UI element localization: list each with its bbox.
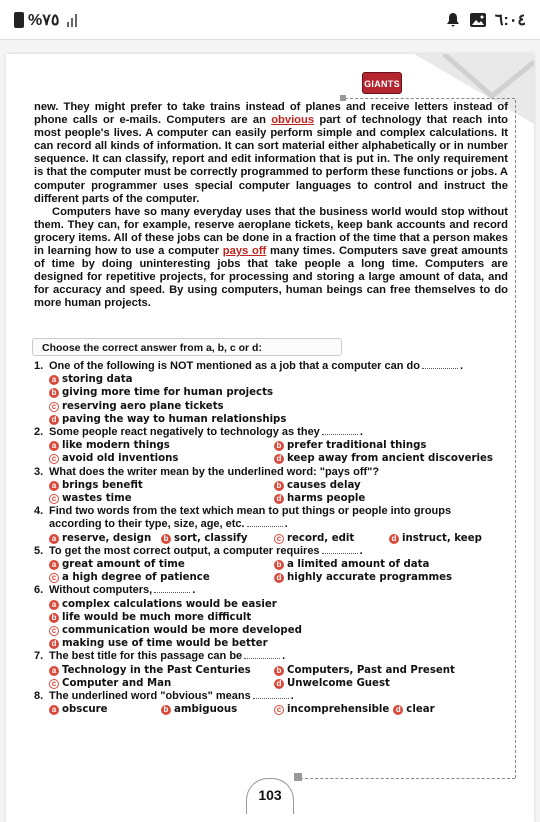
option-d[interactable]: d clear xyxy=(393,703,434,716)
questions-list xyxy=(34,360,508,716)
answer-blank xyxy=(322,553,358,554)
clock: ٦:٠٤ xyxy=(494,12,526,29)
signal-icon xyxy=(67,13,77,27)
option-letter-b-icon: b xyxy=(49,613,59,623)
option-letter-b-icon: b xyxy=(274,560,284,570)
option-a[interactable]: a like modern things xyxy=(49,439,274,452)
option-letter-d-icon: d xyxy=(274,573,284,583)
option-letter-c-icon: c xyxy=(49,626,59,636)
option-a[interactable]: a brings benefit xyxy=(49,479,274,492)
option-d[interactable]: d harms people xyxy=(274,492,365,505)
question-text: Some people react negatively to technology as they xyxy=(49,426,320,439)
option-a[interactable]: a obscure xyxy=(49,703,161,716)
reading-passage xyxy=(34,101,508,311)
question-5: 5. To get the most correct output, a computer requires . a great amount of time b a limited amount of data c a high degree of patience d highly accurate programmes xyxy=(34,544,453,584)
passage-paragraph-1: new. They might prefer to take trains instead of planes and receive letters instead of phone calls or e-mails. Computers are an obvious part of technology that reach into most people's lives. A computer can easily perform simple and complex calculations. It can record all kinds of information. It can sort material either alphabetically or in number sequence. It can classify, report and edit information that is put in. The only requirement is that the computer must be correctly programmed to perform these functions or jobs. A computer programmer uses special computer languages to control and instruct the different parts of the computer. xyxy=(34,101,509,205)
option-d[interactable]: d highly accurate programmes xyxy=(274,571,452,584)
question-6: 6. Without computers, . a complex calculations would be easier b life would be much more difficult c communication would be more developed d making use of time would be better xyxy=(34,584,508,650)
question-text-continued: according to their type, size, age, etc. xyxy=(49,518,245,531)
option-c[interactable]: c wastes time xyxy=(49,492,274,505)
question-text: Find two words from the text which mean to put things or people into groups xyxy=(49,505,452,518)
option-letter-b-icon: b xyxy=(161,705,171,715)
option-letter-a-icon: a xyxy=(49,560,59,570)
option-letter-c-icon: c xyxy=(49,454,59,464)
option-letter-c-icon: c xyxy=(49,494,59,504)
page-number: 103 xyxy=(246,778,294,814)
question-3: 3. What does the writer mean by the underlined word: "pays off"? a brings benefit b causes delay c wastes time d harms people xyxy=(34,465,380,505)
option-c[interactable]: c communication would be more developed xyxy=(49,624,508,637)
dashed-border-bottom xyxy=(300,778,515,779)
question-text: Without computers, xyxy=(49,584,153,597)
dashed-border-top xyxy=(345,98,515,99)
option-c[interactable]: c avoid old inventions xyxy=(49,452,274,465)
giants-logo: GIANTS xyxy=(362,72,402,94)
question-text: The best title for this passage can be xyxy=(49,650,243,663)
battery-percent: %٧٥ xyxy=(28,12,60,29)
answer-blank xyxy=(154,592,190,593)
answer-blank xyxy=(244,658,280,659)
option-a[interactable]: a complex calculations would be easier xyxy=(49,598,508,611)
option-a[interactable]: a great amount of time xyxy=(49,558,274,571)
option-letter-c-icon: c xyxy=(49,573,59,583)
option-letter-d-icon: d xyxy=(49,415,59,425)
option-letter-b-icon: b xyxy=(49,388,59,398)
passage-paragraph-2: Computers have so many everyday uses that the business world would stop without them. They can, for example, reserve aeroplane tickets, keep bank accounts and record grocery items. All of these jobs can be done in a fraction of the time that a person makes in learning how to use a computer pays off many times. Computers save great amounts of time by doing uninteresting jobs that take people a long time. Computers are designed for repetitive projects, for processing and storing a large amount of data, and for accuracy and speed. By using computers, human beings can free themselves to do more human projects. xyxy=(34,205,508,310)
option-d[interactable]: d instruct, keep xyxy=(389,532,482,545)
option-letter-c-icon: c xyxy=(274,534,284,544)
option-d[interactable]: d making use of time would be better xyxy=(49,637,508,650)
option-letter-c-icon: c xyxy=(49,402,59,412)
option-letter-d-icon: d xyxy=(393,705,403,715)
option-letter-a-icon: a xyxy=(49,481,59,491)
dashed-border-right xyxy=(515,100,516,778)
option-b[interactable]: b a limited amount of data xyxy=(274,558,429,571)
instruction-box: Choose the correct answer from a, b, c or d: xyxy=(32,338,342,356)
option-letter-b-icon: b xyxy=(274,441,284,451)
status-left xyxy=(14,10,77,30)
question-text: What does the writer mean by the underlined word: "pays off"? xyxy=(49,465,380,478)
status-right xyxy=(445,10,526,30)
option-letter-d-icon: d xyxy=(274,679,284,689)
option-letter-d-icon: d xyxy=(274,494,284,504)
underlined-word-obvious: obvious xyxy=(271,114,315,127)
option-d[interactable]: d Unwelcome Guest xyxy=(274,677,390,690)
option-b[interactable]: b giving more time for human projects xyxy=(49,386,508,399)
question-text: The underlined word "obvious" means xyxy=(49,690,251,703)
question-7: 7. The best title for this passage can be . a Technology in the Past Centuries b Computers, Past and Present c Computer and Man d Unwelcome Guest xyxy=(34,650,455,689)
notification-bell-icon xyxy=(445,12,461,28)
option-d[interactable]: d keep away from ancient discoveries xyxy=(274,452,493,465)
question-4: 4. Find two words from the text which mean to put things or people into groups according to their type, size, age, etc. . a reserve, design b sort, classify c record, edit d instruct, keep xyxy=(34,505,482,544)
option-b[interactable]: b causes delay xyxy=(274,479,361,492)
answer-blank xyxy=(322,434,358,435)
option-letter-a-icon: a xyxy=(49,441,59,451)
option-letter-c-icon: c xyxy=(49,679,59,689)
option-c[interactable]: c a high degree of patience xyxy=(49,571,274,584)
option-letter-a-icon: a xyxy=(49,705,59,715)
option-b[interactable]: b sort, classify xyxy=(161,532,274,545)
option-b[interactable]: b prefer traditional things xyxy=(274,439,426,452)
option-a[interactable]: a reserve, design xyxy=(49,532,161,545)
question-1: 1. One of the following is NOT mentioned as a job that a computer can do . a storing data b giving more time for human projects c reserving aero plane tickets d paving the way to human relationships xyxy=(34,360,508,426)
option-letter-a-icon: a xyxy=(49,534,59,544)
option-letter-b-icon: b xyxy=(274,481,284,491)
answer-blank xyxy=(422,368,458,369)
option-letter-a-icon: a xyxy=(49,375,59,385)
answer-blank xyxy=(253,698,289,699)
option-letter-d-icon: d xyxy=(49,639,59,649)
question-8: 8. The underlined word "obvious" means . a obscure b ambiguous c incomprehensible d clear xyxy=(34,690,435,716)
option-letter-a-icon: a xyxy=(49,600,59,610)
option-letter-a-icon: a xyxy=(49,666,59,676)
underlined-word-pays-off: pays off xyxy=(222,245,267,258)
border-corner-mark xyxy=(294,773,302,781)
option-letter-d-icon: d xyxy=(274,454,284,464)
option-letter-b-icon: b xyxy=(161,534,171,544)
option-b[interactable]: b Computers, Past and Present xyxy=(274,664,455,677)
option-c[interactable]: c Computer and Man xyxy=(49,677,274,690)
gallery-icon xyxy=(469,12,487,28)
question-2: 2. Some people react negatively to technology as they . a like modern things b prefer traditional things c avoid old inventions d keep away from ancient discoveries xyxy=(34,426,493,465)
status-bar xyxy=(0,0,540,40)
battery-icon xyxy=(14,12,24,28)
answer-blank xyxy=(247,526,283,527)
question-text: To get the most correct output, a computer requires xyxy=(49,544,320,557)
option-letter-c-icon: c xyxy=(274,705,284,715)
option-letter-b-icon: b xyxy=(274,666,284,676)
option-a[interactable]: a storing data xyxy=(49,373,508,386)
option-c[interactable]: c record, edit xyxy=(274,532,389,545)
option-b[interactable]: b ambiguous xyxy=(161,703,274,716)
option-b[interactable]: b life would be much more difficult xyxy=(49,611,508,624)
option-d[interactable]: d paving the way to human relationships xyxy=(49,413,508,426)
option-c[interactable]: c reserving aero plane tickets xyxy=(49,400,508,413)
option-letter-d-icon: d xyxy=(389,534,399,544)
question-text: One of the following is NOT mentioned as a job that a computer can do xyxy=(49,360,420,372)
option-c[interactable]: c incomprehensible xyxy=(274,703,389,716)
option-a[interactable]: a Technology in the Past Centuries xyxy=(49,664,274,677)
